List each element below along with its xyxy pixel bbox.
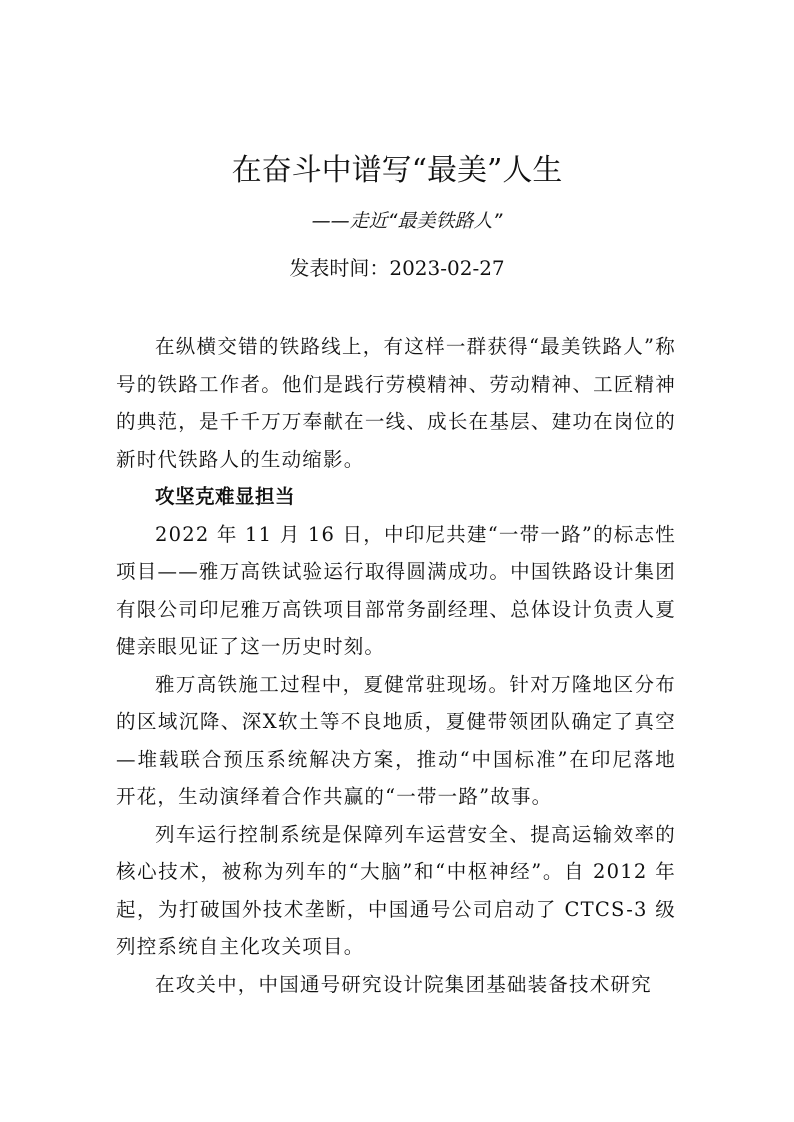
paragraph: 列车运行控制系统是保障列车运营安全、提高运输效率的核心技术，被称为列车的“大脑”和“中枢神经”。自 2012 年起，为打破国外技术垄断，中国通号公司启动了 CTCS-3 级列控系统自主化攻关项目。 — [116, 822, 676, 958]
paragraph: 在攻关中，中国通号研究设计院集团基础装备技术研究 — [155, 972, 652, 996]
section-heading: 攻坚克难显担当 — [155, 485, 296, 508]
paragraph: 2022 年 11 月 16 日，中印尼共建“一带一路”的标志性项目——雅万高铁试验运行取得圆满成功。中国铁路设计集团有限公司印尼雅万高铁项目部常务副经理、总体设计负责人夏健亲眼见证了这一历史时刻。 — [116, 522, 676, 658]
article-subtitle: ——走近“最美铁路人” — [311, 210, 503, 232]
article-title: 在奋斗中谱写“最美”人生 — [231, 153, 563, 188]
publish-date: 发表时间：2023-02-27 — [289, 256, 505, 280]
paragraph: 雅万高铁施工过程中，夏健常驻现场。针对万隆地区分布的区域沉降、深X软土等不良地质，夏健带领团队确定了真空—堆载联合预压系统解决方案，推动“中国标准”在印尼落地开花，生动演绎着合作共赢的“一带一路”故事。 — [116, 672, 676, 808]
article-body — [116, 328, 676, 1003]
paragraph-intro: 在纵横交错的铁路线上，有这样一群获得“最美铁路人”称号的铁路工作者。他们是践行劳模精神、劳动精神、工匠精神的典范，是千千万万奉献在一线、成长在基层、建功在岗位的新时代铁路人的生动缩影。 — [116, 335, 676, 471]
